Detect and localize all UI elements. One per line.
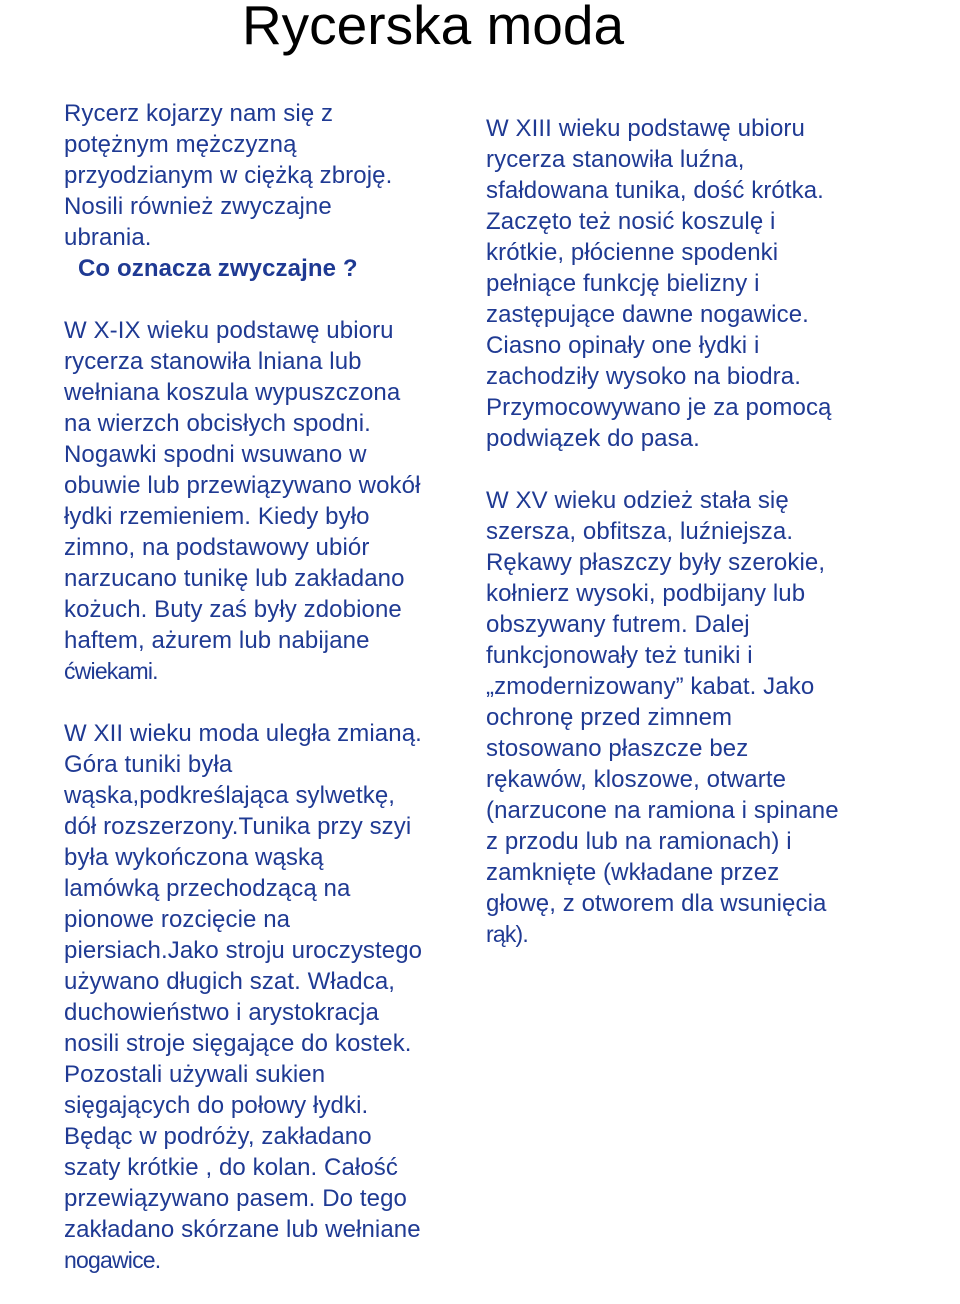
text-line: nosili stroje sięgające do kostek.: [64, 1030, 412, 1057]
text-line: ubrania.: [64, 224, 152, 251]
paragraph-15th-century: [486, 485, 891, 950]
text-line: ćwiekami.: [64, 658, 158, 684]
text-line: Nosili również zwyczajne: [64, 193, 332, 220]
intro-paragraph: [64, 98, 456, 284]
text-line: Przymocowywano je za pomocą: [486, 394, 832, 421]
text-line: Zaczęto też nosić koszulę i: [486, 208, 776, 235]
text-line: W XIII wieku podstawę ubioru: [486, 115, 805, 142]
text-line: kołnierz wysoki, podbijany lub: [486, 580, 806, 607]
text-line: sięgających do połowy łydki.: [64, 1092, 369, 1119]
text-line: głowę, z otworem dla wsunięcia: [486, 890, 827, 917]
text-line: zakładano skórzane lub wełniane: [64, 1216, 421, 1243]
text-line: obuwie lub przewiązywano wokół: [64, 472, 421, 499]
text-line: pionowe rozcięcie na: [64, 906, 291, 933]
question-line: Co oznacza zwyczajne ?: [78, 255, 358, 282]
text-line: rycerza stanowiła luźna,: [486, 146, 745, 173]
text-line: zimno, na podstawowy ubiór: [64, 534, 370, 561]
text-line: przyodzianym w ciężką zbroję.: [64, 162, 393, 189]
text-line: potężnym mężczyzną: [64, 131, 297, 158]
text-line: ochronę przed zimnem: [486, 704, 733, 731]
text-line: W XII wieku moda uległa zmianą.: [64, 720, 422, 747]
text-line: łydki rzemieniem. Kiedy było: [64, 503, 370, 530]
left-column: [64, 98, 456, 1276]
text-line: wełniana koszula wypuszczona: [64, 379, 401, 406]
text-line: wąska,podkreślająca sylwetkę,: [64, 782, 396, 809]
text-line: stosowano płaszcze bez: [486, 735, 749, 762]
text-line: na wierzch obcisłych spodni.: [64, 410, 371, 437]
text-line: przewiązywano pasem. Do tego: [64, 1185, 407, 1212]
text-line: Rękawy płaszczy były szerokie,: [486, 549, 826, 576]
paragraph-12th-century: [64, 718, 456, 1276]
text-line: nogawice.: [64, 1247, 161, 1273]
text-line: używano długich szat. Władca,: [64, 968, 396, 995]
text-line: rąk).: [486, 921, 529, 947]
text-line: (narzucone na ramiona i spinane: [486, 797, 839, 824]
text-line: podwiązek do pasa.: [486, 425, 700, 452]
page-title: Rycerska moda: [241, 0, 625, 56]
text-line: Ciasno opinały one łydki i: [486, 332, 760, 359]
text-line: pełniące funkcję bielizny i: [486, 270, 760, 297]
text-line: lamówką przechodzącą na: [64, 875, 351, 902]
text-line: W X-IX wieku podstawę ubioru: [64, 317, 394, 344]
text-line: krótkie, płócienne spodenki: [486, 239, 779, 266]
text-line: Pozostali używali sukien: [64, 1061, 326, 1088]
text-line: duchowieństwo i arystokracja: [64, 999, 379, 1026]
text-line: funkcjonowały też tuniki i: [486, 642, 753, 669]
text-line: sfałdowana tunika, dość krótka.: [486, 177, 824, 204]
text-line: rękawów, kloszowe, otwarte: [486, 766, 787, 793]
text-line: zastępujące dawne nogawice.: [486, 301, 809, 328]
paragraph-10th-century: [64, 315, 456, 687]
text-line: Będąc w podróży, zakładano: [64, 1123, 372, 1150]
text-line: rycerza stanowiła lniana lub: [64, 348, 362, 375]
text-line: Rycerz kojarzy nam się z: [64, 100, 334, 127]
right-column: [486, 113, 891, 950]
text-line: piersiach.Jako stroju uroczystego: [64, 937, 423, 964]
text-line: obszywany futrem. Dalej: [486, 611, 750, 638]
text-line: była wykończona wąską: [64, 844, 324, 871]
text-line: z przodu lub na ramionach) i: [486, 828, 792, 855]
text-line: narzucano tunikę lub zakładano: [64, 565, 405, 592]
text-line: Nogawki spodni wsuwano w: [64, 441, 367, 468]
text-line: kożuch. Buty zaś były zdobione: [64, 596, 402, 623]
paragraph-13th-century: [486, 113, 891, 454]
text-line: zamknięte (wkładane przez: [486, 859, 780, 886]
text-line: W XV wieku odzież stała się: [486, 487, 789, 514]
text-line: haftem, ażurem lub nabijane: [64, 627, 370, 654]
text-line: „zmodernizowany” kabat. Jako: [486, 673, 815, 700]
text-line: zachodziły wysoko na biodra.: [486, 363, 801, 390]
text-line: szersza, obfitsza, luźniejsza.: [486, 518, 794, 545]
paragraph-gap: [64, 284, 456, 315]
text-line: dół rozszerzony.Tunika przy szyi: [64, 813, 412, 840]
paragraph-gap: [64, 687, 456, 718]
text-line: szaty krótkie , do kolan. Całość: [64, 1154, 399, 1181]
text-line: Góra tuniki była: [64, 751, 233, 778]
